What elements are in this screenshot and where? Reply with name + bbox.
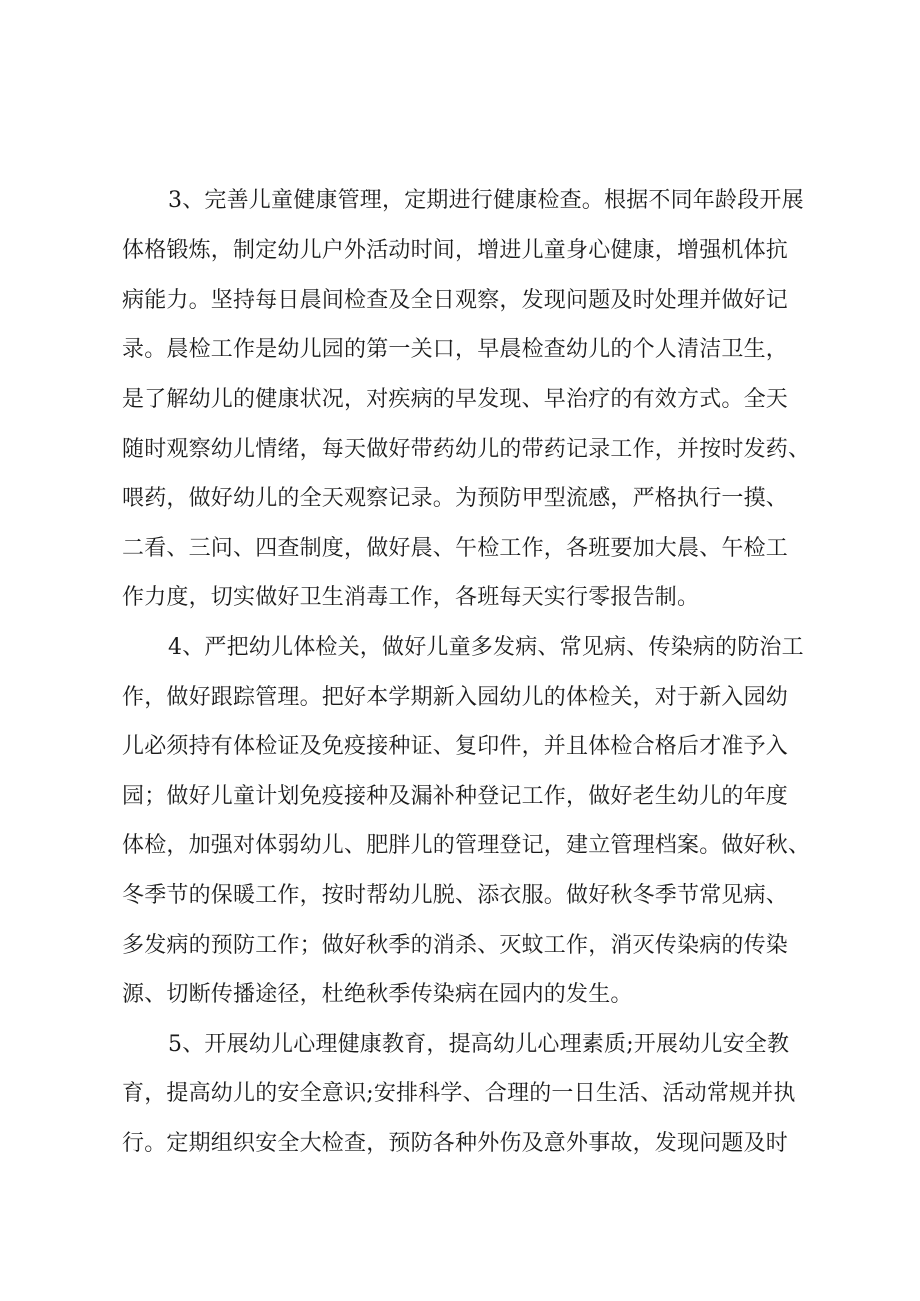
paragraph-3-line-9: 作力度，切实做好卫生消毒工作，各班每天实行零报告制。	[122, 585, 700, 610]
paragraph-4-line-2: 作，做好跟踪管理。把好本学期新入园幼儿的体检关，对于新入园幼	[122, 685, 789, 710]
paragraph-4-line-5: 体检，加强对体弱幼儿、肥胖儿的管理登记，建立管理档案。做好秋、	[122, 833, 811, 858]
paragraph-4-line-6: 冬季节的保暖工作，按时帮幼儿脱、添衣服。做好秋冬季节常见病、	[122, 883, 789, 908]
paragraph-3-line-8: 二看、三问、四查制度，做好晨、午检工作，各班要加大晨、午检工	[122, 536, 789, 561]
paragraph-3-line-1: 3、完善儿童健康管理，定期进行健康检查。根据不同年龄段开展	[168, 188, 804, 213]
paragraph-3-line-2: 体格锻炼，制定幼儿户外活动时间，增进儿童身心健康，增强机体抗	[122, 238, 789, 263]
paragraph-5-line-1: 5、开展幼儿心理健康教育，提高幼儿心理素质;开展幼儿安全教	[168, 1032, 790, 1057]
paragraph-4-line-7: 多发病的预防工作；做好秋季的消杀、灭蚊工作，消灭传染病的传染	[122, 933, 789, 958]
paragraph-3-line-6: 随时观察幼儿情绪，每天做好带药幼儿的带药记录工作，并按时发药、	[122, 437, 811, 462]
paragraph-3-line-5: 是了解幼儿的健康状况，对疾病的早发现、早治疗的有效方式。全天	[122, 387, 789, 412]
paragraph-4-line-8: 源、切断传播途径，杜绝秋季传染病在园内的发生。	[122, 982, 633, 1007]
paragraph-3-line-4: 录。晨检工作是幼儿园的第一关口，早晨检查幼儿的个人清洁卫生，	[122, 337, 789, 362]
paragraph-4-line-1: 4、严把幼儿体检关，做好儿童多发病、常见病、传染病的防治工	[168, 635, 804, 660]
paragraph-5-line-3: 行。定期组织安全大检查，预防各种外伤及意外事故，发现问题及时	[122, 1131, 789, 1156]
paragraph-3-line-7: 喂药，做好幼儿的全天观察记录。为预防甲型流感，严格执行一摸、	[122, 486, 789, 511]
paragraph-3-line-3: 病能力。坚持每日晨间检查及全日观察，发现问题及时处理并做好记	[122, 288, 789, 313]
paragraph-4-line-3: 儿必须持有体检证及免疫接种证、复印件，并且体检合格后才准予入	[122, 734, 789, 759]
paragraph-5-line-2: 育，提高幼儿的安全意识;安排科学、合理的一日生活、活动常规并执	[122, 1081, 796, 1106]
paragraph-4-line-4: 园；做好儿童计划免疫接种及漏补种登记工作，做好老生幼儿的年度	[122, 784, 789, 809]
